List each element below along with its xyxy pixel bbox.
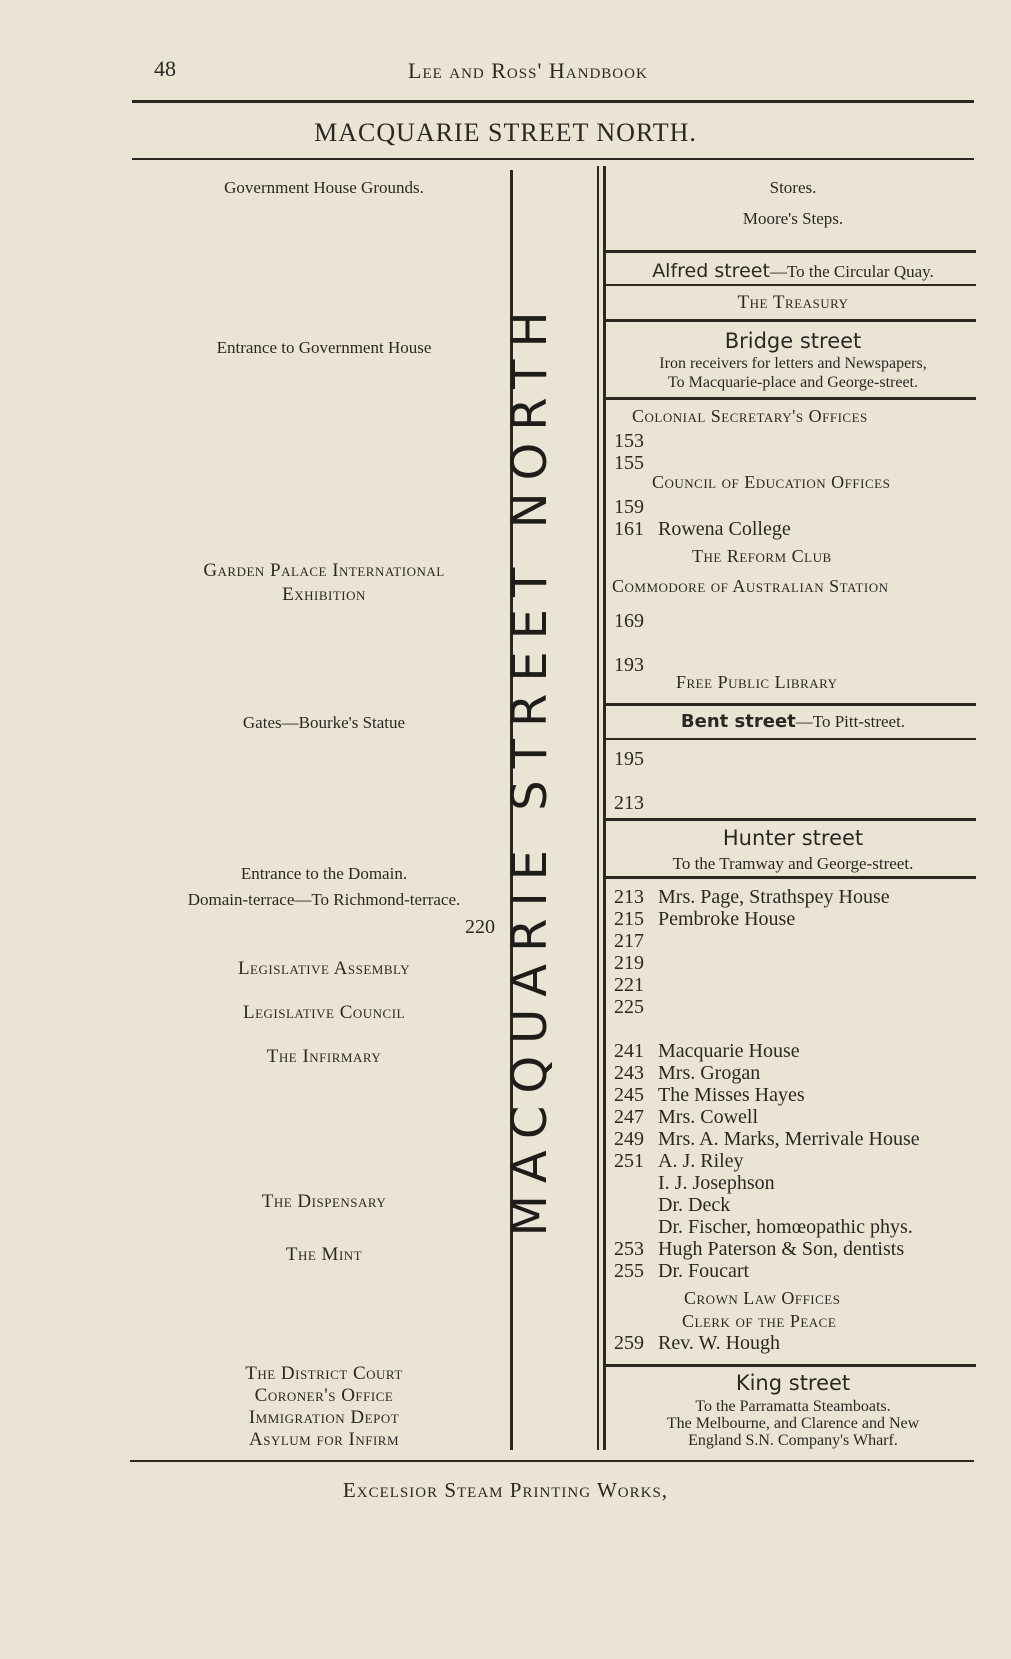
house-number-220: 220: [465, 916, 495, 938]
stores: Stores.: [769, 178, 817, 197]
resident-row: [614, 1062, 760, 1085]
resident-number: 251: [614, 1150, 644, 1172]
resident-number: 217: [614, 930, 644, 952]
immigration-depot: Immigration Depot: [248, 1407, 400, 1428]
resident-number: 245: [614, 1084, 644, 1106]
king-street-note2: The Melbourne, and Clarence and New: [666, 1415, 920, 1432]
resident-number: 215: [614, 908, 644, 930]
title-rule: [132, 158, 974, 160]
resident-row-last: [614, 1332, 780, 1355]
bridge-street-name: Bridge street: [724, 329, 862, 353]
resident-name: Dr. Foucart: [658, 1260, 750, 1282]
resident-number: 225: [614, 996, 644, 1018]
resident-name: The Misses Hayes: [658, 1084, 805, 1106]
hunter-street-note: To the Tramway and George-street.: [672, 854, 914, 873]
resident-row: [614, 1172, 775, 1195]
page-number: 48: [154, 56, 176, 81]
resident-row: [614, 996, 658, 1019]
resident-row: [614, 1260, 749, 1283]
bent-street-name: Bent street: [680, 711, 796, 732]
rule-king-top: [606, 1364, 976, 1367]
resident-number: 249: [614, 1128, 644, 1150]
resident-name: Hugh Paterson & Son, dentists: [658, 1238, 905, 1260]
resident-number: 221: [614, 974, 644, 996]
resident-name: Mrs. A. Marks, Merrivale House: [658, 1128, 920, 1150]
number-161: 161: [614, 518, 644, 540]
rule-hunter-top: [606, 818, 976, 821]
alfred-street-note: —To the Circular Quay.: [769, 262, 934, 281]
resident-row: [614, 1106, 758, 1129]
bridge-street-note2: To Macquarie-place and George-street.: [667, 374, 918, 391]
resident-row: [614, 908, 795, 931]
center-right-rule-thin: [597, 166, 599, 1450]
rowena-college: [614, 518, 791, 541]
number-193: 193: [614, 654, 644, 676]
number-213-block: 213: [614, 792, 644, 814]
domain-terrace: Domain-terrace—To Richmond-terrace.: [187, 890, 461, 909]
printer-imprint: Excelsior Steam Printing Works,: [342, 1478, 669, 1502]
colonial-secretarys-offices: Colonial Secretary's Offices: [632, 406, 868, 426]
rowena-college-name: Rowena College: [658, 518, 791, 540]
commodore-australian-station: Commodore of Australian Station: [612, 576, 889, 596]
rule-alfred-bottom: [606, 284, 976, 286]
resident-name: Rev. W. Hough: [658, 1332, 781, 1354]
resident-row: [614, 886, 890, 909]
garden-palace-line2: Exhibition: [282, 584, 366, 605]
page-title: MACQUARIE STREET NORTH.: [314, 118, 697, 147]
rule-alfred-top: [606, 250, 976, 253]
resident-number: 247: [614, 1106, 644, 1128]
resident-row: [614, 1238, 904, 1261]
resident-number: 243: [614, 1062, 644, 1084]
crown-law-offices: Crown Law Offices: [684, 1288, 841, 1308]
resident-number: 213: [614, 886, 644, 908]
king-street-note1: To the Parramatta Steamboats.: [695, 1398, 891, 1415]
resident-row: [614, 1150, 744, 1173]
rule-bridge-top: [606, 319, 976, 322]
resident-name: Pembroke House: [658, 908, 796, 930]
the-mint: The Mint: [285, 1244, 363, 1265]
number-195: 195: [614, 748, 644, 770]
domain-entrance: Entrance to the Domain.: [240, 864, 408, 883]
resident-number: 241: [614, 1040, 644, 1062]
resident-name: I. J. Josephson: [658, 1172, 775, 1194]
running-head: Lee and Ross' Handbook: [408, 58, 648, 83]
resident-row: [614, 1040, 800, 1063]
hunter-street-name: Hunter street: [722, 826, 864, 850]
the-treasury: The Treasury: [737, 292, 849, 313]
resident-row: [614, 1128, 920, 1151]
resident-number: 253: [614, 1238, 644, 1260]
rule-bent-top: [606, 703, 976, 706]
the-infirmary: The Infirmary: [266, 1046, 382, 1067]
resident-name: Mrs. Grogan: [658, 1062, 761, 1084]
resident-row: [614, 952, 658, 975]
resident-row: [614, 1216, 913, 1239]
district-court: The District Court: [245, 1363, 403, 1384]
resident-number: 219: [614, 952, 644, 974]
header-rule: [132, 100, 974, 103]
alfred-street: [608, 260, 978, 282]
king-street-name: King street: [735, 1371, 851, 1395]
number-153: 153: [614, 430, 644, 452]
moores-steps: Moore's Steps.: [742, 209, 844, 228]
government-house-grounds: Government House Grounds.: [224, 178, 424, 197]
legislative-council: Legislative Council: [242, 1002, 405, 1023]
asylum-for-infirm: Asylum for Infirm: [248, 1429, 400, 1450]
resident-name: Macquarie House: [658, 1040, 800, 1062]
king-street-note3: England S.N. Company's Wharf.: [688, 1432, 898, 1449]
resident-row: [614, 930, 658, 953]
resident-name: Mrs. Cowell: [658, 1106, 758, 1128]
resident-name: Dr. Deck: [658, 1194, 731, 1216]
resident-row: [614, 974, 658, 997]
resident-name: A. J. Riley: [658, 1150, 744, 1172]
rule-bridge-bottom: [606, 397, 976, 400]
center-right-rule: [603, 166, 606, 1450]
number-159: 159: [614, 496, 644, 518]
bent-street: [608, 711, 978, 732]
number-155: 155: [614, 452, 644, 474]
street-name-banner: MACQUARIE STREET NORTH: [502, 299, 558, 1237]
bottom-rule: [130, 1460, 974, 1462]
resident-row: [614, 1084, 805, 1107]
resident-name: Mrs. Page, Strathspey House: [658, 886, 890, 908]
resident-number: 259: [614, 1332, 644, 1354]
clerk-of-the-peace: Clerk of the Peace: [682, 1311, 837, 1331]
government-house-entrance: Entrance to Government House: [216, 338, 432, 357]
resident-row: [614, 1194, 730, 1217]
number-169: 169: [614, 610, 644, 632]
alfred-street-name: Alfred street: [652, 260, 770, 282]
bent-street-note: —To Pitt-street.: [795, 712, 906, 731]
the-reform-club: The Reform Club: [692, 546, 832, 566]
resident-number: 255: [614, 1260, 644, 1282]
bridge-street-note1: Iron receivers for letters and Newspapers,: [659, 355, 927, 372]
legislative-assembly: Legislative Assembly: [237, 958, 411, 979]
bourkes-statue-gates: Gates—Bourke's Statue: [242, 713, 406, 732]
the-dispensary: The Dispensary: [261, 1191, 387, 1212]
garden-palace-line1: Garden Palace International: [203, 560, 445, 581]
coroners-office: Coroner's Office: [254, 1385, 394, 1406]
resident-name: Dr. Fischer, homœopathic phys.: [658, 1216, 913, 1238]
council-of-education-offices: Council of Education Offices: [652, 472, 891, 492]
rule-bent-bottom: [606, 738, 976, 740]
free-public-library: Free Public Library: [676, 672, 838, 692]
rule-hunter-bottom: [606, 876, 976, 879]
